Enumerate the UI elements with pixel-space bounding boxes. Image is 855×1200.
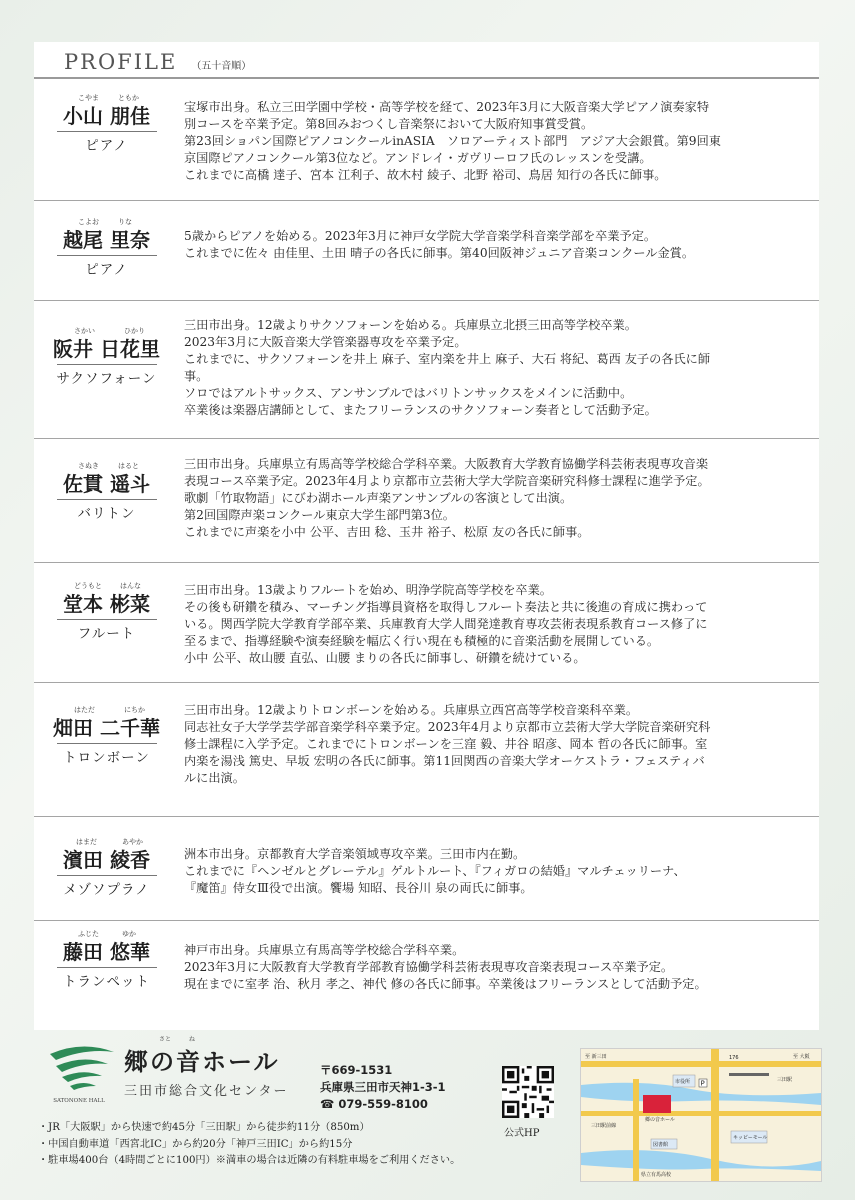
bio-line: これまでに佐々 由佳里、土田 晴子の各氏に師事。第40回阪神ジュニア音楽コンクール金賞。 bbox=[184, 246, 695, 260]
name-underline bbox=[57, 743, 157, 744]
bio-line: 別コースを卒業予定。第8回みおつくし音楽祭において大阪府知事賞受賞。 bbox=[184, 117, 594, 131]
row-divider bbox=[34, 438, 819, 439]
access-notes bbox=[38, 1120, 460, 1170]
ruby-family: ふじた bbox=[78, 930, 99, 938]
profile-name-block bbox=[34, 838, 179, 900]
bio-line: 宝塚市出身。私立三田学園中学校・高等学校を経て、2023年3月に大阪音楽大学ピアノ演奏家特 bbox=[184, 100, 710, 114]
bio-line: 至るまで、指導経験や演奏経験を幅広く行い現在も積極的に音楽活動を展開している。 bbox=[184, 634, 660, 648]
bio-line: 2023年3月に大阪音楽大学管楽器専攻を卒業予定。 bbox=[184, 335, 467, 349]
bio-line: 神戸市出身。兵庫県立有馬高等学校総合学科卒業。 bbox=[184, 943, 465, 957]
bio-line: ルに出演。 bbox=[184, 771, 245, 785]
profile-name-block bbox=[34, 94, 179, 156]
bio-line: 第2回国際声楽コンクール東京大学生部門第3位。 bbox=[184, 508, 455, 522]
bio-line: 三田市出身。12歳よりトロンボーンを始める。兵庫県立西宮高等学校音楽科卒業。 bbox=[184, 703, 639, 717]
performer-name: 佐貫 遥斗 bbox=[63, 472, 150, 496]
bio-line: 洲本市出身。京都教育大学音楽領域専攻卒業。三田市内在勤。 bbox=[184, 847, 526, 861]
phone-number: ☎ 079-559-8100 bbox=[320, 1097, 428, 1111]
profile-name-block bbox=[34, 706, 179, 768]
bio-line: これまでに『ヘンゼルとグレーテル』ゲルトルート、『フィガロの結婚』マルチェッリーナ、 bbox=[184, 864, 686, 878]
row-divider bbox=[34, 300, 819, 301]
bio-line: 卒業後は楽器店講師として、またフリーランスのサクソフォーン奏者として活動予定。 bbox=[184, 403, 657, 417]
bio-line: これまでに高橋 達子、宮本 江利子、故木村 綾子、北野 裕司、鳥居 知行の各氏に師事。 bbox=[184, 168, 667, 182]
bio-line: 表現コース卒業予定。2023年4月より京都市立芸術大学大学院音楽研究科修士課程に進学予定。 bbox=[184, 474, 710, 488]
performer-instrument: ピアノ bbox=[85, 138, 128, 154]
bio-line: 小中 公平、故山腰 直弘、山腰 まりの各氏に師事し、研鑽を続けている。 bbox=[184, 651, 586, 665]
access-note: ・駐車場400台（4時間ごとに100円）※満車の場合は近隣の有料駐車場をご利用ください。 bbox=[38, 1155, 461, 1166]
performer-bio bbox=[184, 317, 809, 419]
map-label: 176 bbox=[729, 1055, 739, 1061]
name-underline bbox=[57, 499, 157, 500]
profile-name-block bbox=[34, 582, 179, 644]
profile-title: PROFILE bbox=[64, 50, 178, 74]
ruby-given: あやか bbox=[122, 838, 143, 846]
ruby-given: ゆか bbox=[122, 930, 136, 938]
bio-line: ソロではアルトサックス、アンサンブルではバリトンサックスをメインに活動中。 bbox=[184, 386, 633, 400]
performer-name: 阪井 日花里 bbox=[53, 337, 160, 361]
performer-instrument: ピアノ bbox=[85, 262, 128, 278]
bio-line: 現在までに室孝 治、秋月 孝之、神代 修の各氏に師事。卒業後はフリーランスとして活動予定。 bbox=[184, 977, 707, 991]
profile-name-block bbox=[34, 327, 179, 389]
ruby-family: はただ bbox=[74, 706, 95, 714]
hall-subtitle: 三田市総合文化センター bbox=[124, 1084, 289, 1099]
bio-line: 修士課程に入学予定。これまでにトロンボーンを三窪 毅、井谷 昭彦、岡本 哲の各氏に師事。室 bbox=[184, 737, 708, 751]
bio-line: 2023年3月に大阪教育大学教育学部教育協働学科芸術表現専攻音楽表現コース卒業予定。 bbox=[184, 960, 674, 974]
hall-name-ruby: さと ね bbox=[159, 1036, 196, 1043]
map-label: 至 新三田 bbox=[585, 1054, 607, 1060]
row-divider bbox=[34, 200, 819, 201]
profile-header bbox=[64, 50, 251, 74]
profile-subtitle: （五十音順） bbox=[191, 61, 252, 72]
street-address: 兵庫県三田市天神1-3-1 bbox=[320, 1080, 446, 1094]
ruby-family: どうもと bbox=[74, 582, 102, 590]
profile-name-block bbox=[34, 462, 179, 524]
name-underline bbox=[57, 875, 157, 876]
railway bbox=[729, 1073, 769, 1076]
ruby-family: さかい bbox=[74, 327, 95, 335]
performer-instrument: バリトン bbox=[77, 506, 136, 522]
access-note: ・中国自動車道「西宮北IC」から約20分「神戸三田IC」から約15分 bbox=[38, 1138, 353, 1150]
logo-caption: SATONONE HALL bbox=[53, 1098, 105, 1104]
venue-address bbox=[320, 1062, 446, 1113]
row-divider bbox=[34, 816, 819, 817]
bio-line: 『魔笛』侍女Ⅲ役で出演。饗場 知昭、長谷川 泉の両氏に師事。 bbox=[184, 881, 533, 895]
performer-bio bbox=[184, 99, 809, 184]
ruby-given: はると bbox=[118, 462, 139, 470]
performer-name: 小山 朋佳 bbox=[63, 104, 150, 128]
performer-bio bbox=[184, 228, 809, 262]
bio-line: 歌劇「竹取物語」にびわ湖ホール声楽アンサンブルの客演として出演。 bbox=[184, 491, 573, 505]
hall-name: 郷の音ホール bbox=[124, 1047, 280, 1076]
row-divider bbox=[34, 920, 819, 921]
name-underline bbox=[57, 619, 157, 620]
ruby-family: さぬき bbox=[78, 462, 99, 470]
ruby-family: こよお bbox=[78, 218, 99, 226]
bio-line: 第23回ショパン国際ピアノコンクールinASIA ソロアーティスト部門 アジア大会銀賞。第9回東 bbox=[184, 134, 721, 148]
map-label: 至 大阪 bbox=[793, 1054, 810, 1060]
map-label: 県立有馬高校 bbox=[641, 1172, 672, 1178]
map-label: キッピーモール bbox=[733, 1135, 768, 1141]
map-label: 三田駅前線 bbox=[591, 1123, 617, 1129]
ruby-given: ひかり bbox=[124, 327, 145, 335]
ruby-given: はんな bbox=[120, 582, 141, 590]
name-underline bbox=[57, 967, 157, 968]
performer-instrument: トランペット bbox=[63, 974, 150, 990]
qr-label: 公式HP bbox=[504, 1128, 540, 1139]
map-label: 三田駅 bbox=[777, 1077, 793, 1083]
map-road bbox=[633, 1079, 639, 1181]
performer-instrument: トロンボーン bbox=[63, 750, 150, 766]
performer-instrument: フルート bbox=[77, 626, 136, 642]
name-underline bbox=[57, 131, 157, 132]
performer-instrument: サクソフォーン bbox=[56, 371, 157, 387]
performer-bio bbox=[184, 702, 809, 787]
parking-label: P bbox=[700, 1079, 705, 1088]
performer-name: 藤田 悠華 bbox=[63, 940, 150, 964]
ruby-family: こやま bbox=[78, 94, 99, 102]
performer-bio bbox=[184, 942, 809, 993]
map-road bbox=[581, 1061, 821, 1067]
map-label: 郷の音ホール bbox=[645, 1117, 675, 1123]
bio-line: 京国際ピアノコンクール第3位など。アンドレイ・ガヴリーロフ氏のレッスンを受講。 bbox=[184, 151, 652, 165]
bio-line: 三田市出身。兵庫県立有馬高等学校総合学科卒業。大阪教育大学教育協働学科芸術表現専攻音楽 bbox=[184, 457, 709, 471]
performer-name: 濱田 綾香 bbox=[63, 848, 150, 872]
bio-line: 三田市出身。13歳よりフルートを始め、明浄学院高等学校を卒業。 bbox=[184, 583, 552, 597]
bio-line: その後も研鑽を積み、マーチング指導員資格を取得しフルート奏法と共に後進の育成に携わって bbox=[184, 600, 708, 614]
ruby-given: にちか bbox=[124, 706, 145, 714]
bio-line: 同志社女子大学学芸学部音楽学科卒業予定。2023年4月より京都市立芸術大学大学院音楽研究科 bbox=[184, 720, 711, 734]
bio-line: 内楽を湯浅 篤史、早坂 宏明の各氏に師事。第11回関西の音楽大学オーケストラ・フェスティバ bbox=[184, 754, 705, 768]
profile-name-block bbox=[34, 218, 179, 280]
qr-code-icon[interactable] bbox=[502, 1066, 554, 1118]
name-underline bbox=[57, 255, 157, 256]
ruby-given: ともか bbox=[118, 94, 139, 102]
ruby-family: はまだ bbox=[76, 838, 97, 846]
performer-bio bbox=[184, 846, 809, 897]
hall-marker bbox=[643, 1095, 671, 1113]
bio-line: いる。関西学院大学教育学部卒業、兵庫教育大学人間発達教育専攻芸術表現系教育コース修了に bbox=[184, 617, 708, 631]
name-underline bbox=[57, 364, 157, 365]
performer-instrument: メゾソプラノ bbox=[63, 882, 150, 898]
bio-line: これまでに声楽を小中 公平、吉田 稔、玉井 裕子、松原 友の各氏に師事。 bbox=[184, 525, 590, 539]
postal-code: 〒669-1531 bbox=[320, 1063, 393, 1077]
performer-bio bbox=[184, 582, 809, 667]
performer-name: 畑田 二千華 bbox=[53, 716, 160, 740]
map-road bbox=[581, 1111, 821, 1116]
bio-line: 5歳からピアノを始める。2023年3月に神戸女学院大学音楽学科音楽学部を卒業予定。 bbox=[184, 229, 657, 243]
header-divider bbox=[34, 77, 819, 79]
performer-name: 越尾 里奈 bbox=[63, 228, 150, 252]
bio-line: 事。 bbox=[184, 369, 209, 383]
access-map bbox=[580, 1048, 822, 1182]
bio-line: これまでに、サクソフォーンを井上 麻子、室内楽を井上 麻子、大石 将紀、葛西 友子の各氏に師 bbox=[184, 352, 711, 366]
performer-name: 堂本 彬菜 bbox=[63, 592, 150, 616]
bio-line: 三田市出身。12歳よりサクソフォーンを始める。兵庫県立北摂三田高等学校卒業。 bbox=[184, 318, 637, 332]
venue-footer bbox=[34, 1036, 824, 1195]
row-divider bbox=[34, 682, 819, 683]
ruby-given: りな bbox=[118, 218, 132, 226]
performer-bio bbox=[184, 456, 809, 541]
profile-card bbox=[34, 42, 819, 1030]
map-label: 図書館 bbox=[653, 1142, 669, 1148]
access-note: ・JR「大阪駅」から快速で約45分「三田駅」から徒歩約11分（850m） bbox=[38, 1122, 370, 1133]
profile-name-block bbox=[34, 930, 179, 992]
row-divider bbox=[34, 562, 819, 563]
map-label: 市役所 bbox=[675, 1079, 691, 1085]
